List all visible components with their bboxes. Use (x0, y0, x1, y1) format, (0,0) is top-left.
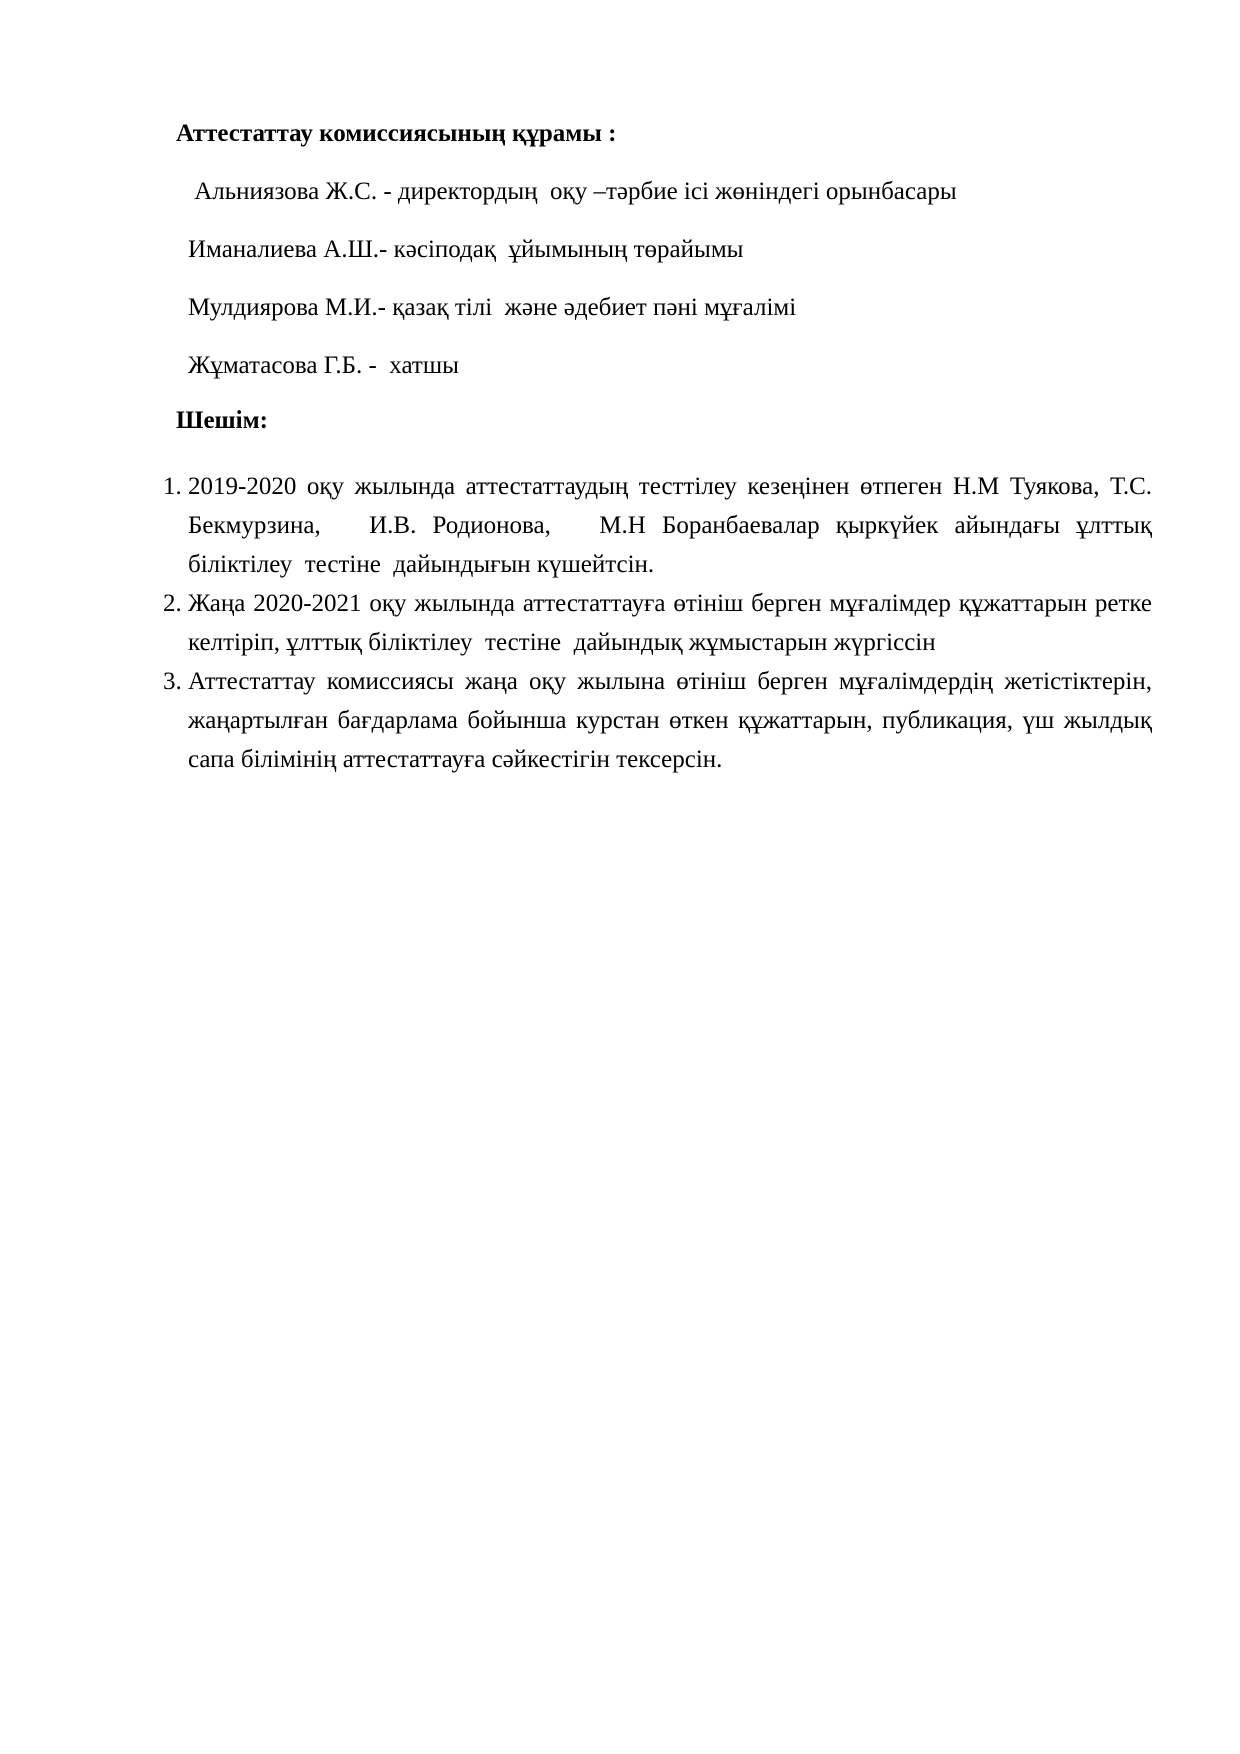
decision-item-2-text: Жаңа 2020-2021 оқу жылында аттестаттауға өтініш берген мұғалімдер құжаттарын ретке келтіріп, ұлттық біліктілеу тестіне дайындық жұмыстарын жүргіссін (188, 590, 1159, 656)
commission-member-3: Мулдиярова М.И.- қазақ тілі және әдебиет пәні мұғалімі (188, 294, 797, 321)
decision-item-3 (163, 662, 1159, 779)
decision-item-1-number: 1. (163, 473, 182, 500)
decision-item-1 (163, 467, 1159, 584)
decision-item-2-number: 2. (163, 590, 182, 617)
commission-heading: Аттестаттау комиссиясының құрамы : (176, 120, 617, 147)
decision-list (163, 467, 1159, 779)
decision-heading: Шешім: (176, 407, 268, 434)
commission-member-1: Альниязова Ж.С. - директордың оқу –тәрбие ісі жөніндегі орынбасары (188, 178, 957, 205)
decision-item-3-text: Аттестаттау комиссиясы жаңа оқу жылына өтініш берген мұғалімдердің жетістіктерін, жаңартылған бағдарлама бойынша курстан өткен құжаттарын, публикация, үш жылдық сапа білімінің аттестаттауға сәйкестігін тексерсін. (188, 668, 1159, 773)
decision-item-2 (163, 584, 1159, 662)
decision-item-1-text: 2019-2020 оқу жылында аттестаттаудың тесттілеу кезеңінен өтпеген Н.М Туякова, Т.С. Бекмурзина, И.В. Родионова, М.Н Боранбаевалар қыркүйек айындағы ұлттық біліктілеу тестіне дайындығын күшейтсін. (188, 473, 1159, 578)
decision-item-3-number: 3. (163, 668, 182, 695)
commission-member-2: Иманалиева А.Ш.- кәсіподақ ұйымының төрайымы (188, 236, 744, 263)
commission-member-4: Жұматасова Г.Б. - хатшы (188, 352, 459, 379)
